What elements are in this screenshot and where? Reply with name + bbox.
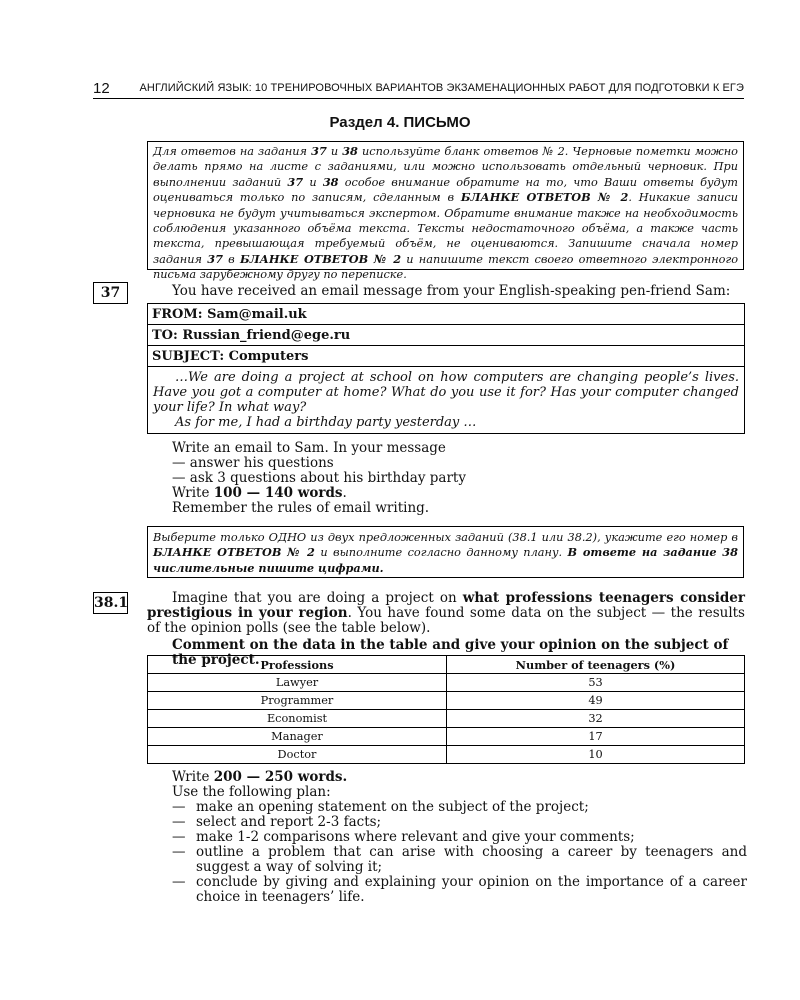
running-title: АНГЛИЙСКИЙ ЯЗЫК: 10 ТРЕНИРОВОЧНЫХ ВАРИАНТОВ ЭКЗАМЕНАЦИОННЫХ РАБОТ ДЛЯ ПОДГОТОВКИ К ЕГЭ: [139, 82, 744, 94]
header-divider: [93, 98, 744, 99]
choice-instructions-box: Выберите только ОДНО из двух предложенных заданий (38.1 или 38.2), укажите его номер в БЛАНКЕ ОТВЕТОВ № 2 и выполните согласно данному плану. В ответе на задание 38 числительные пишите цифрами.: [147, 526, 744, 578]
table-row: Programmer 49: [148, 692, 745, 710]
email-to: TO: Russian_friend@ege.ru: [148, 325, 745, 346]
task-37-intro: You have received an email message from your English-speaking pen-friend Sam:: [172, 283, 731, 299]
task-38-1-number: 38.1: [93, 592, 128, 614]
plan-item: — make 1-2 comparisons where relevant and give your comments;: [172, 829, 635, 845]
task-38-1-plan-block: Write 200 — 250 words. Use the following plan: — make an opening statement on the subject of the project; — select and report 2-3 facts; — make 1-2 comparisons where relevant and give your comments; — outline a problem that can arise with choosing a career by teenagers and suggest a way of solving it; — conclude by giving and explaining your opinion on the importance of a career choice in teenagers’ life.: [172, 769, 747, 905]
plan-item: — select and report 2-3 facts;: [172, 814, 382, 830]
task-37-number: 37: [93, 282, 128, 304]
table-row: Lawyer 53: [148, 674, 745, 692]
table-row: Doctor 10: [148, 746, 745, 764]
email-body-birthday: As for me, I had a birthday party yesterday …: [175, 415, 477, 430]
task-38-1-intro: Imagine that you are doing a project on what professions teenagers consider prestigious in your region. You have found some data on the subject — the results of the opinion polls (see the table below).: [147, 590, 745, 636]
plan-item: — make an opening statement on the subject of the project;: [172, 799, 589, 815]
word-count-37: Write 100 — 140 words.: [172, 485, 347, 501]
plan-item: — outline a problem that can arise with choosing a career by teenagers and suggest a way of solving it;: [172, 844, 747, 875]
email-body-text: …We are doing a project at school on how computers are changing people’s lives. Have you got a computer at home? What do you use it for? Has your computer changed your life? In what way?: [153, 370, 739, 415]
section-title: Раздел 4. ПИСЬМО: [329, 114, 471, 131]
table-row: Economist 32: [148, 710, 745, 728]
plan-item: — conclude by giving and explaining your opinion on the importance of a career choice in teenagers’ life.: [172, 874, 747, 905]
task-38-1-comment: Comment on the data in the table and give your opinion on the subject of the project.: [172, 637, 729, 668]
table-header-row: [148, 656, 745, 674]
email-from: FROM: Sam@mail.uk: [148, 304, 745, 325]
professions-table: [147, 655, 745, 764]
col-header-professions: Professions: [148, 656, 447, 674]
task-37-instructions: Write an email to Sam. In your message — answer his questions — ask 3 questions about his birthday party Write 100 — 140 words. Remember the rules of email writing.: [172, 441, 747, 516]
table-row: Manager 17: [148, 728, 745, 746]
instructions-box: Для ответов на задания 37 и 38 используйте бланк ответов № 2. Черновые пометки можно делать прямо на листе с заданиями, или можно использовать отдельный черновик. При выполнении заданий 37 и 38 особое внимание обратите на то, что Ваши ответы будут оцениваться только по записям, сделанным в БЛАНКЕ ОТВЕТОВ № 2. Никакие записи черновика не будут учитываться экспертом. Обратите внимание также на необходимость соблюдения указанного объёма текста. Тексты недостаточного объёма, а также часть текста, превышающая требуемый объём, не оцениваются. Запишите сначала номер задания 37 в БЛАНКЕ ОТВЕТОВ № 2 и напишите текст своего ответного электронного письма зарубежному другу по переписке.: [147, 141, 744, 270]
word-count-38: Write 200 — 250 words.: [172, 769, 348, 785]
email-table: [147, 303, 745, 434]
page-number: 12: [93, 80, 110, 97]
email-subject: SUBJECT: Computers: [148, 346, 745, 367]
col-header-percent: Number of teenagers (%): [447, 656, 745, 674]
email-body: [148, 367, 745, 434]
